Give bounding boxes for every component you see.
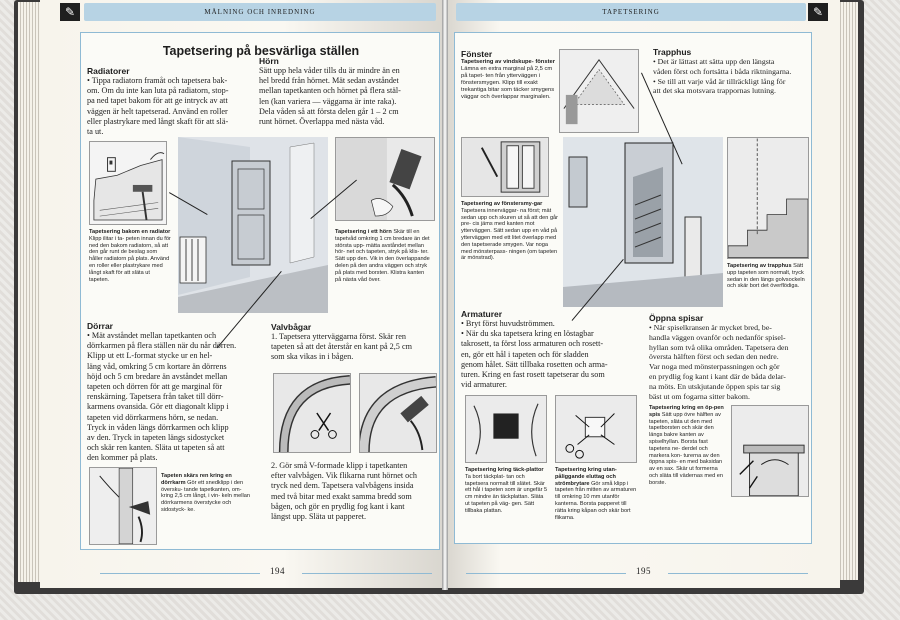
- book-gutter: [442, 0, 448, 590]
- right-running-header: [456, 3, 806, 21]
- arch-cut-illustration: [273, 373, 351, 453]
- heading-dorrar: Dörrar: [87, 321, 113, 331]
- fonster-text: Tapetsering av vindskupe- fönster Lämna en extra marginal på 2,5 cm på tapet- ten från ytterväggen i fönstersmygen. Klipp till exakt trekantiga bitar som täcker smygens väggar och överlappar marginalen.: [461, 59, 555, 100]
- left-header-text: MÅLNING OCH INREDNING: [204, 8, 316, 16]
- left-footer-rule: [100, 573, 260, 574]
- right-page: [446, 0, 840, 588]
- window-reveal-illustration: [461, 137, 549, 197]
- arch-brush-illustration: [359, 373, 437, 453]
- right-footer-rule-2: [668, 573, 808, 574]
- left-running-header: [84, 3, 436, 21]
- heading-armaturer: Armaturer: [461, 309, 503, 319]
- plate-caption: Tapetsering kring täck-plattor Ta bort täckplat- tan och tapetsera normalt till slätet. Skär ett hål i tapeten som är ungefär 5 cm mindre än täckplattan. Släta ut tapeten på väg- gen. Sätt tillbaka plattan.: [465, 467, 548, 514]
- door-caption: Tapeten skärs ren kring en dörrkarm Gör ett snedklipp i den översku- tande tapetkanten, om- kring 2,5 cm långt, i vin- keln mellan dörrkarmens överstycke och sidostyck- ke.: [161, 473, 250, 513]
- left-content-panel: [80, 32, 440, 550]
- dorrar-text: • Mät avståndet mellan tapetkanten och dörrkarmen på flera ställen när du når dörren. Klipp ut ett L-format stycke ur en hel- läng våd, omkring 5 cm kortare än dörrens höjd och 5 cm bredare än avståndet mellan tapeten och dörren för att ge marginal för renskärning. Tapetsera från taket till dörr- karmens ovansida. Gör ett diagonalt klipp i tapeten vid dörrkarmens hörn, se nedan. Tryck in våden längs dörrkarmen och klipp av den. Tryck in tapeten längs sidostycket och skär ren kanten. Släta ut tapeten så att den kommer på plats.: [87, 331, 237, 463]
- switch-illustration: [555, 395, 637, 463]
- radiator-illustration: [89, 141, 167, 225]
- right-page-number: 195: [636, 566, 651, 576]
- left-page: [40, 0, 444, 588]
- radiatorer-text: • Tippa radiatorn framåt och tapetsera bak- om. Om du inte kan luta på radiatorn, stop- pa ned tapet bakom för att ge intryck av att väggen är helt tapetserad. Använd en roller eller plastrykare med långt skaft för att slä- ta ut.: [87, 76, 229, 137]
- right-content-panel: [454, 32, 812, 544]
- wallpaper-brush-icon: ✎: [808, 3, 828, 21]
- heading-oppna-spisar: Öppna spisar: [649, 313, 704, 323]
- trapphus-caption: Tapetsering av trapphus Sätt upp tapeten som normalt, tryck sedan in den längs golvsockeln och skär bort det överflödiga.: [727, 263, 805, 290]
- dormer-window-illustration: [559, 49, 639, 133]
- paint-brush-icon: ✎: [60, 3, 80, 21]
- heading-horn: Hörn: [259, 56, 279, 66]
- right-footer-rule: [466, 573, 626, 574]
- door-trim-illustration: [89, 467, 157, 545]
- right-header-text: TAPETSERING: [602, 8, 660, 16]
- heading-radiatorer: Radiatorer: [87, 66, 130, 76]
- corner-brush-illustration: [335, 137, 435, 221]
- stairwell-room-illustration: [563, 137, 723, 307]
- switch-caption: Tapetsering kring utan-påliggande eluttag och strömbrytare Gör små klipp i tapeten från mitten av armaturen till omkring 10 mm utanför kanterna. Borsta papperet till rätta kring kåpan och skär bort flikarna.: [555, 467, 637, 521]
- oppna-spisar-text: • När spiselkransen är mycket bred, be- handla väggen ovanför och nedanför spisel- hyllan som två olika områden. Tapetsera den översta hälften först och sedan den nedre. Var noga med mönsterpassningen och gör en prydlig fog kant i kant där de båda delar- na möts. En utskjutande öppen spis tar sig bäst ut om fogarna sitter bakom.: [649, 323, 789, 401]
- door-room-illustration: [178, 137, 328, 313]
- heading-valvbagar: Valvbågar: [271, 322, 312, 332]
- fireplace-illustration: [731, 405, 809, 497]
- left-page-number: 194: [270, 566, 285, 576]
- cover-plate-illustration: [465, 395, 547, 463]
- corner-caption: Tapetsering i ett hörn Skär till en tapetvåd omkring 1 cm bredare än det största upp- mätta avståndet mellan hör- net och tapeten, stryk på klis- ter. Sätt upp den. Vik in den överlappande delen på den andra väggen och stryk på plats med borsten. Klistra kanten på nästa våd över.: [335, 229, 430, 283]
- heading-fonster: Fönster: [461, 49, 493, 59]
- page-edges-right: [838, 2, 858, 580]
- armaturer-text: • Bryt först huvudströmmen. • När du ska tapetsera kring en löstagbar takrosett, ta först loss armaturen och rosett- en, gör ett hål i tapeten och för sladden genom hålet. Sätt tillbaka rosetten och arma- turen. Kring en fast rosett tapetserar du som vid armaturer.: [461, 319, 608, 390]
- fire-caption: Tapetsering kring en öp-pen spis Sätt upp övre hälften av tapeten, släta ut den med tapetborsten och skär den längs bakre kanten av spiselhyllan. Borsta fast tapetens ne- derdel och markera kon- turerna av den öppna spis- en med baksidan av en sax. Skär ut formerna och släta till vädernas med en borste.: [649, 405, 724, 486]
- page-title: Tapetsering på besvärliga ställen: [162, 44, 360, 58]
- horn-text: Sätt upp hela våder tills du är mindre än en hel bredd från hörnet. Mät sedan avståndet mellan tapetkanten och hörnet på flera stäl- len (kan variera — väggarna är inte raka). Dela våden så att första delen går 1 – 2 cm runt hörnet. Överlappa med nästa våd.: [259, 66, 401, 127]
- valvbagar-step1: 1. Tapetsera ytterväggarna först. Skär ren tapeten så att det återstår en kant på 2,5 cm som ska vikas in i bågen.: [271, 332, 412, 362]
- radiator-caption: Tapetsering bakom en radiator Klipp ilitar i ta- peten innan du för ned den bakom radiatorn, så att den går runt de beslag som håller radiatorn på plats. Använd en roller eller plastrykare med långt skaft för att släta ut tapeten.: [89, 229, 171, 283]
- valvbagar-step2: 2. Gör små V-formade klipp i tapetkanten efter valvbågen. Vik flikarna runt hörnet och tryck ned dem. Tapetsera valvbågens insida med två bitar med exakt samma bredd som bågen, och gör en prydlig fog kant i kant längst upp. Släta ut papperet.: [271, 461, 417, 522]
- heading-trapphus: Trapphus: [653, 47, 692, 57]
- left-footer-rule-2: [302, 573, 432, 574]
- smyg-caption: Tapetsering av fönstersmy-gar Tapetsera innerväggar- na först; mät sedan upp och skuren ut så att den går pre- cis jäms med kanten mot ytterväggen. Sätt sedan upp en våd på ytterväggen med ett litet överlapp med den tapetserade smygen. Var noga med mönsterpass- ningen (om tapeten är mönstrad).: [461, 201, 559, 262]
- trapphus-text: • Det är lättast att sätta upp den längsta våden först och fortsätta i båda riktningarna. • Se till att varje våd är tillräckligt lång för att det ska motsvara trappornas lutning.: [653, 57, 792, 96]
- stair-paste-illustration: [727, 137, 809, 259]
